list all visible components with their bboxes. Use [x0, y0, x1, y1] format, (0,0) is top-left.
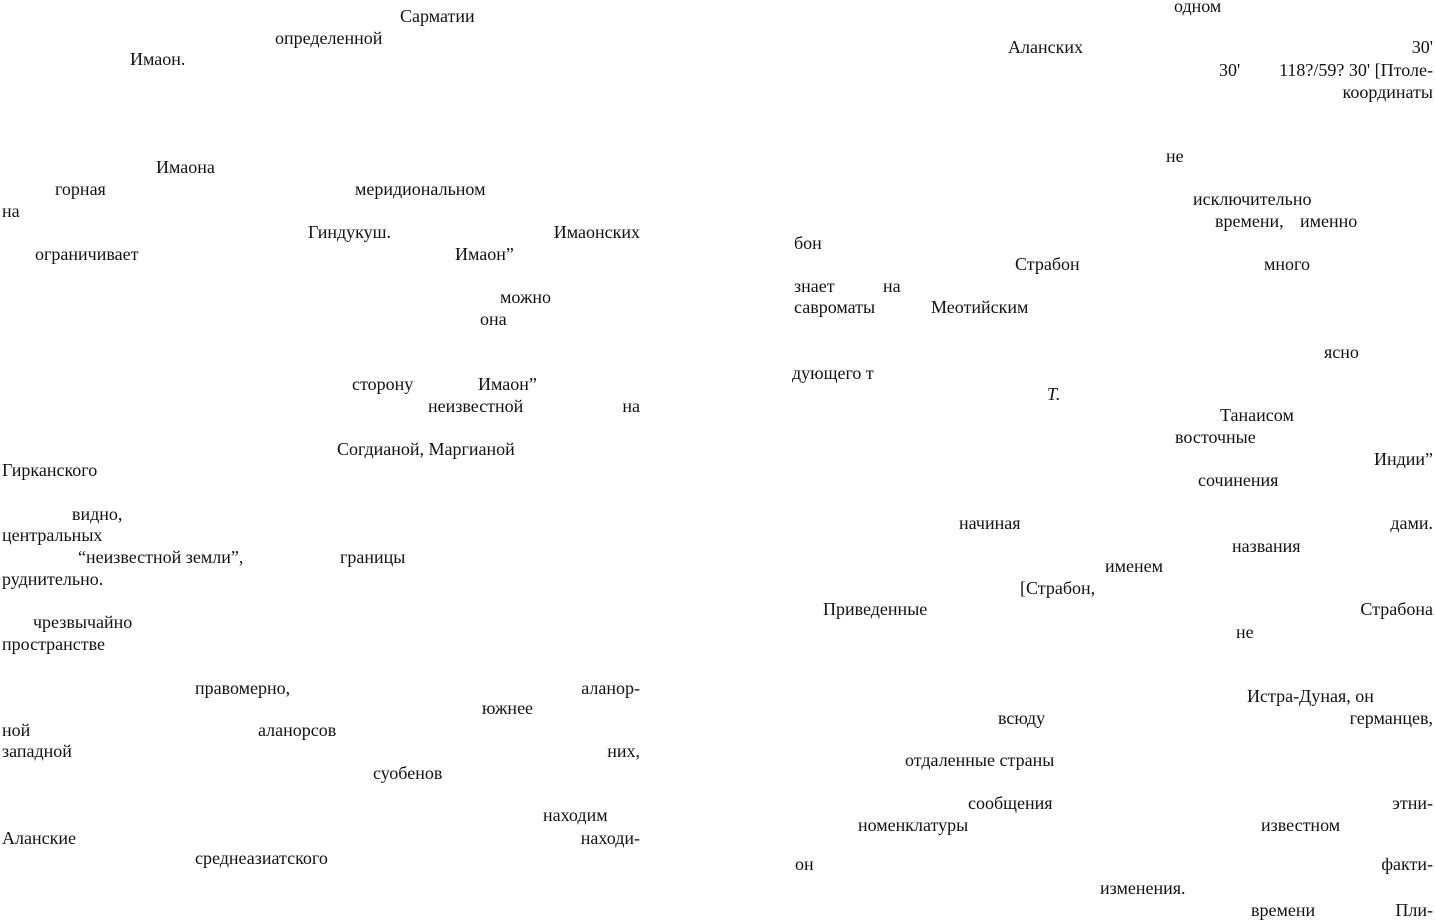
text-fragment: исключительно [1193, 189, 1312, 209]
text-fragment: Гиндукуш. [308, 222, 391, 242]
text-fragment: на [2, 201, 20, 221]
text-fragment: ограничивает [35, 244, 139, 264]
text-fragment: горная [55, 179, 106, 199]
text-fragment: начиная [959, 513, 1021, 533]
text-fragment: находи- [580, 828, 640, 848]
text-fragment: Имаон” [478, 374, 537, 394]
text-fragment: Имаонских [553, 222, 640, 242]
text-fragment: 30' [1219, 60, 1241, 80]
text-fragment: ной [2, 720, 31, 740]
text-fragment: Страбона [1360, 599, 1433, 619]
text-fragment: границы [340, 547, 406, 567]
text-fragment: знает [794, 276, 835, 296]
text-fragment: Истра-Дуная, он [1247, 686, 1374, 706]
text-fragment: всюду [998, 708, 1046, 728]
text-fragment: Индии” [1373, 449, 1433, 469]
text-fragment: одном [1174, 0, 1222, 16]
text-fragment: дующего т [792, 363, 874, 383]
text-fragment: названия [1232, 536, 1301, 556]
text-fragment: савроматы [794, 297, 876, 317]
text-fragment: аланор- [581, 678, 640, 698]
text-fragment: Имаон” [455, 244, 514, 264]
text-fragment: пространстве [2, 634, 106, 654]
text-fragment: на [883, 276, 901, 296]
text-fragment: изменения. [1100, 878, 1186, 898]
text-fragment: много [1264, 254, 1310, 274]
text-fragment: Аланских [1008, 37, 1083, 57]
text-fragment: аланорсов [258, 720, 337, 740]
text-fragment: Сарматии [400, 6, 475, 26]
text-fragment: бон [794, 233, 822, 253]
text-fragment: Страбон [1015, 254, 1080, 274]
text-fragment: неизвестной [428, 396, 524, 416]
text-fragment: западной [2, 741, 72, 761]
text-fragment: Имаон. [130, 49, 186, 69]
text-fragment: он [795, 854, 814, 874]
text-fragment: не [1236, 622, 1254, 642]
text-fragment: Имаона [156, 157, 215, 177]
text-fragment: сообщения [968, 793, 1053, 813]
text-fragment: времени, [1215, 211, 1284, 231]
text-fragment: можно [500, 287, 552, 307]
text-fragment: определенной [275, 28, 383, 48]
text-fragment: не [1166, 146, 1184, 166]
text-fragment: сочинения [1198, 470, 1279, 490]
left-text-column [0, 0, 660, 921]
text-fragment: этни- [1392, 793, 1433, 813]
text-fragment: дами. [1390, 513, 1433, 533]
text-fragment: Приведенные [823, 599, 928, 619]
text-fragment: факти- [1381, 854, 1433, 874]
text-fragment: Согдианой, Маргианой [337, 439, 515, 459]
text-fragment: них, [607, 741, 640, 761]
text-fragment: Танаисом [1220, 405, 1294, 425]
text-fragment: правомерно, [195, 678, 291, 698]
text-fragment: находим [543, 805, 608, 825]
text-fragment: центральных [2, 525, 103, 545]
text-fragment: суобенов [373, 763, 443, 783]
text-fragment: [Страбон, [1020, 578, 1096, 598]
text-fragment: германцев, [1349, 708, 1433, 728]
text-fragment: Т. [1047, 384, 1061, 404]
text-fragment: руднительно. [2, 569, 104, 589]
text-fragment: Пли- [1395, 900, 1433, 920]
text-fragment: ясно [1324, 342, 1359, 362]
text-fragment: меридиональном [355, 179, 486, 199]
text-fragment: сторону [352, 374, 414, 394]
text-fragment: 30' [1411, 37, 1433, 57]
text-fragment: чрезвычайно [33, 612, 133, 632]
text-fragment: именно [1300, 211, 1358, 231]
right-text-column [780, 0, 1435, 921]
text-fragment: Гирканского [2, 460, 98, 480]
text-fragment: отдаленные страны [905, 750, 1055, 770]
text-fragment: координаты [1342, 82, 1433, 102]
text-fragment: она [480, 309, 507, 329]
text-fragment: номенклатуры [858, 815, 969, 835]
text-fragment: среднеазиатского [195, 848, 328, 868]
text-fragment: на [622, 396, 640, 416]
text-fragment: именем [1105, 556, 1164, 576]
text-fragment: южнее [482, 698, 534, 718]
text-fragment: 118?/59? 30' [Птоле- [1279, 60, 1433, 80]
text-fragment: Аланские [2, 828, 76, 848]
text-fragment: “неизвестной земли”, [78, 547, 244, 567]
text-fragment: видно, [72, 504, 123, 524]
text-fragment: Меотийским [931, 297, 1029, 317]
text-fragment: известном [1261, 815, 1341, 835]
text-fragment: времени [1251, 900, 1316, 920]
text-fragment: восточные [1175, 427, 1256, 447]
